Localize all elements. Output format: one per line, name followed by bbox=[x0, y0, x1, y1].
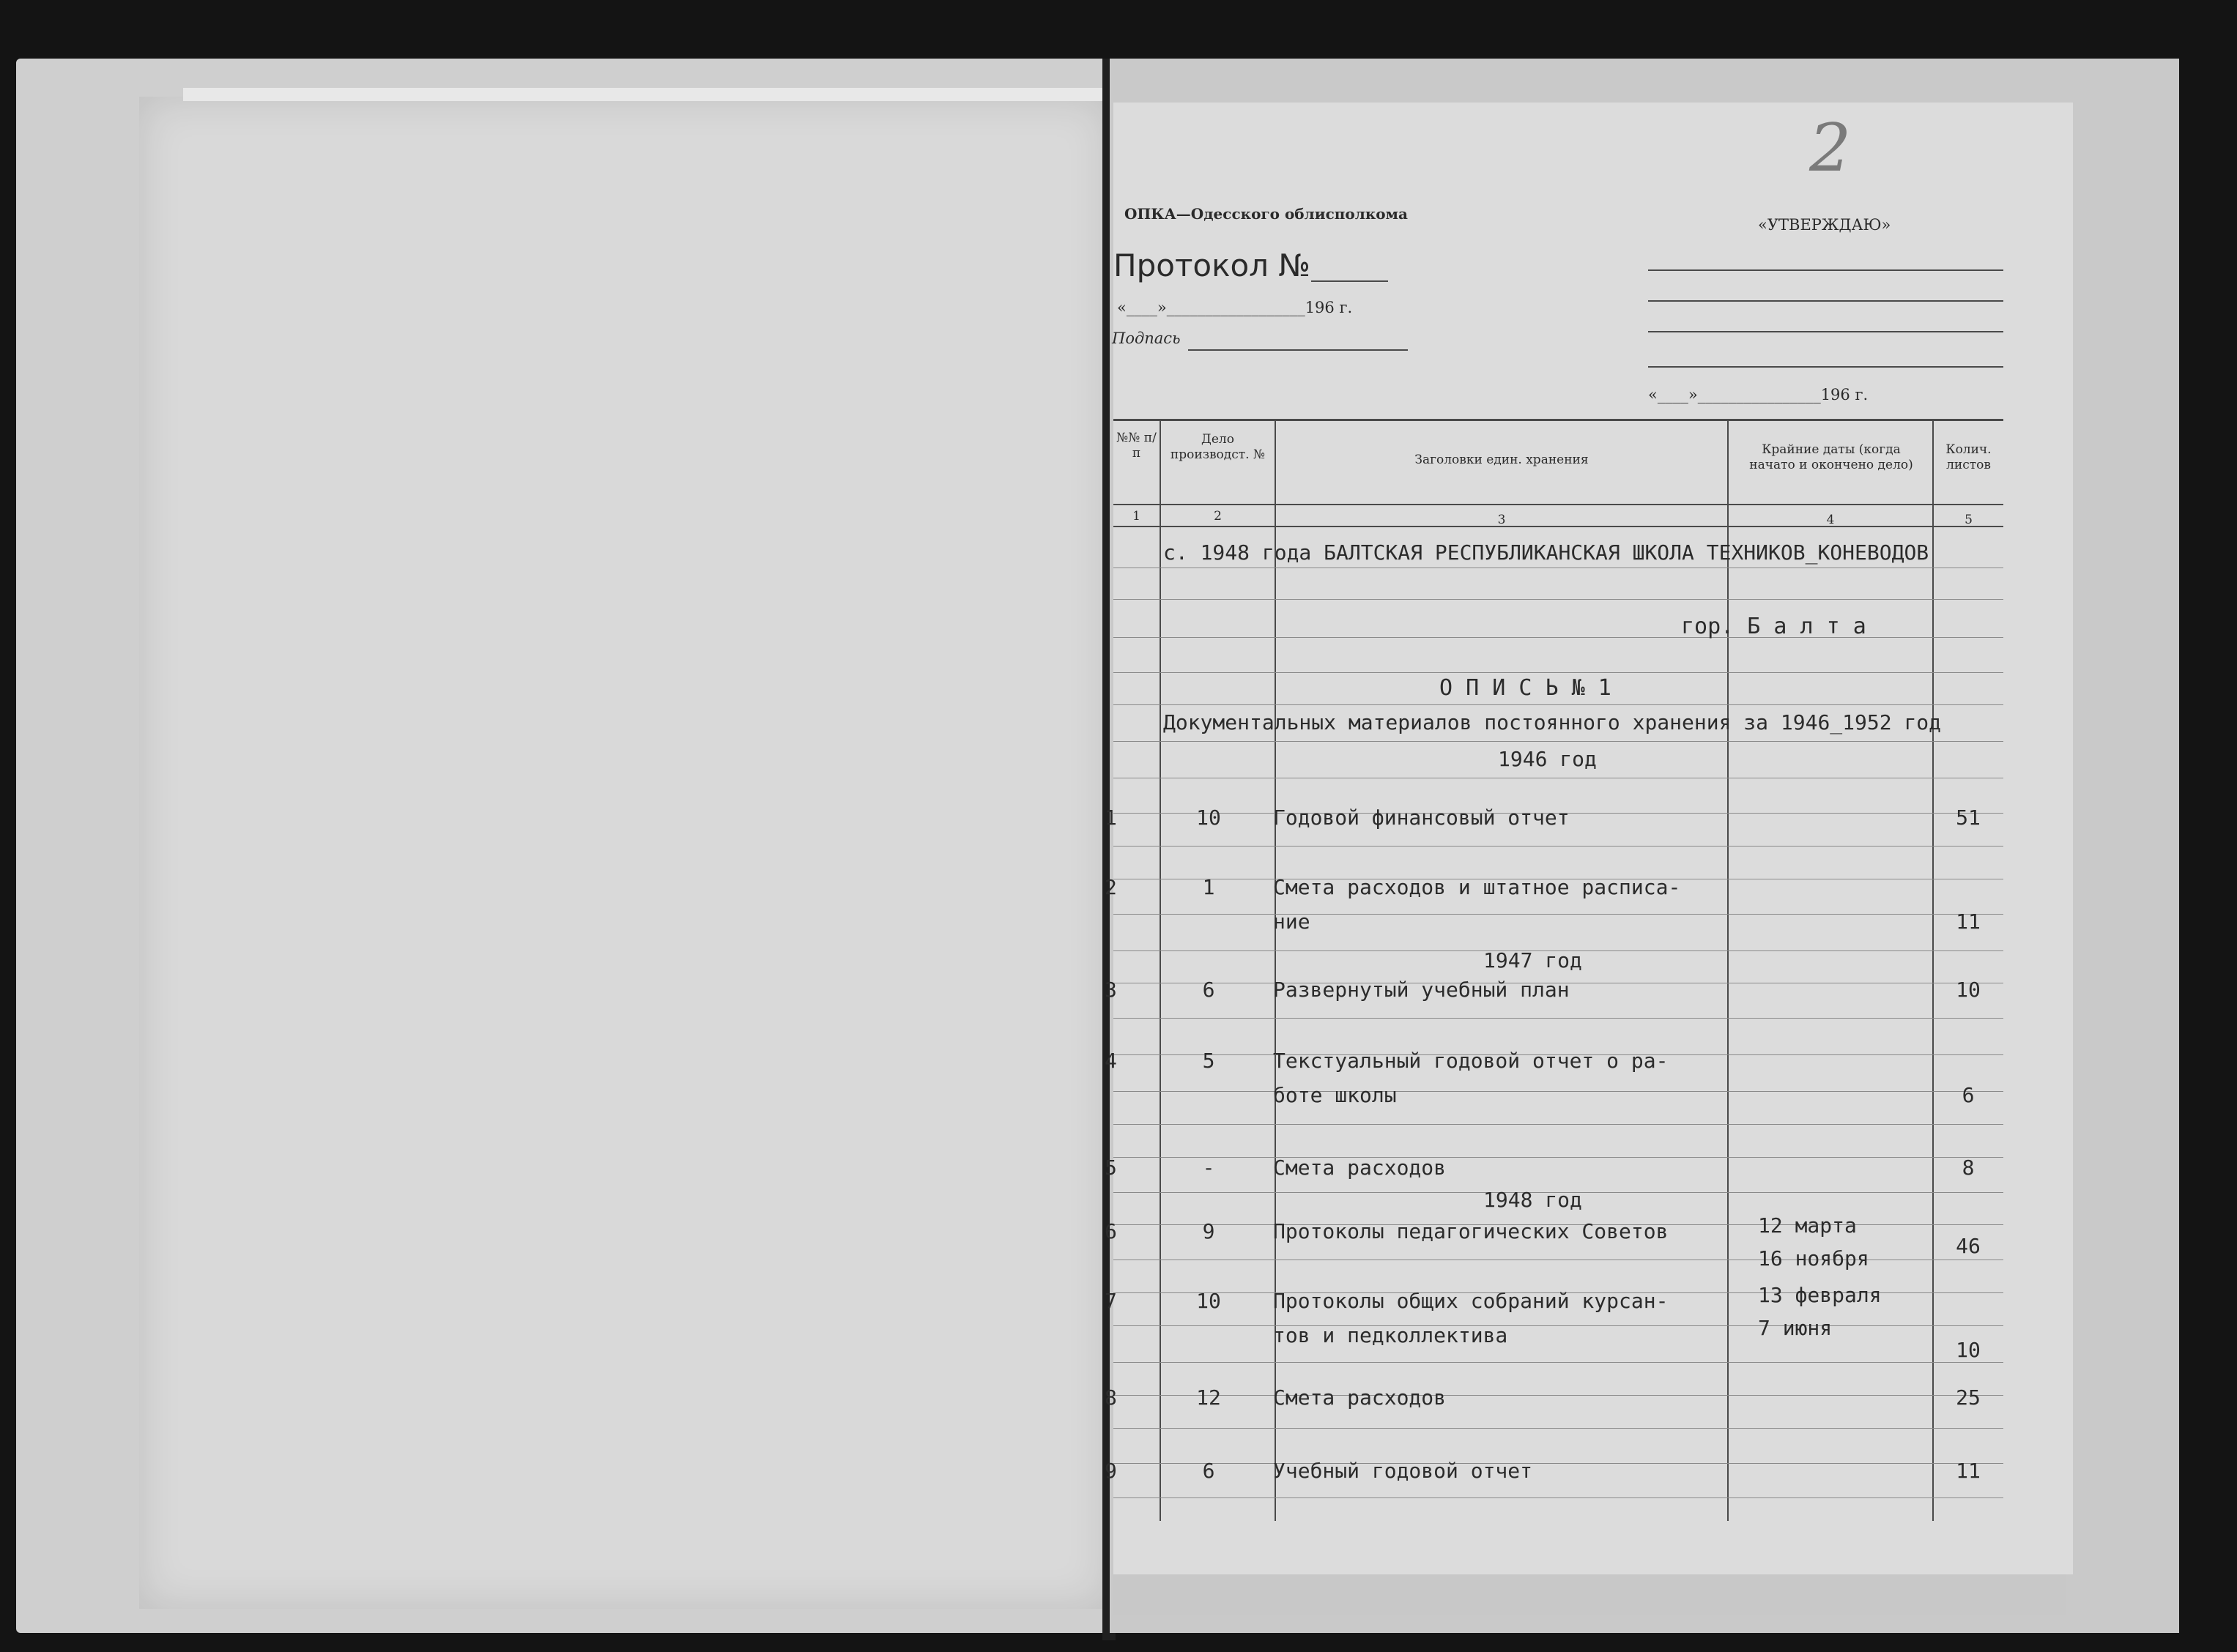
approve-line-4 bbox=[1648, 366, 2003, 368]
row-title: Смета расходов bbox=[1273, 1385, 1447, 1410]
row-title: Годовой финансовый отчет bbox=[1273, 805, 1570, 830]
col-divider-2 bbox=[1275, 419, 1276, 1521]
row-sheet-count: 6 bbox=[1962, 1083, 1975, 1107]
signature-label: Подпась bbox=[1112, 330, 1181, 347]
ruled-line bbox=[1113, 741, 2003, 742]
row-sheet-count: 8 bbox=[1962, 1156, 1975, 1180]
row-sheet-count: 10 bbox=[1956, 1338, 1981, 1362]
approve-date: «____»________________196 г. bbox=[1648, 386, 1869, 403]
col-header-delo: Дело производст. № bbox=[1170, 432, 1266, 462]
approve-line-3 bbox=[1648, 331, 2003, 332]
row-title: Смета расходов bbox=[1273, 1156, 1447, 1180]
row-number: 6 bbox=[1105, 1219, 1117, 1243]
col-number-5: 5 bbox=[1965, 513, 1973, 527]
col-divider-3 bbox=[1727, 419, 1729, 1521]
ruled-line bbox=[1113, 1091, 2003, 1092]
row-title: Протоколы педагогических Советов bbox=[1273, 1219, 1669, 1243]
col-number-2: 2 bbox=[1214, 509, 1222, 524]
protocol-label: Протокол № bbox=[1113, 248, 1311, 283]
ruled-line bbox=[1113, 1362, 2003, 1363]
year-heading-1947: 1947 год bbox=[1483, 948, 1582, 972]
row-delo-number: 9 bbox=[1202, 1219, 1215, 1243]
ruled-line bbox=[1113, 672, 2003, 673]
row-number: 2 bbox=[1105, 875, 1117, 899]
col-divider-1 bbox=[1160, 419, 1161, 1521]
col-header-title: Заголовки един. хранения bbox=[1414, 453, 1589, 467]
ruled-line bbox=[1113, 704, 2003, 705]
org-name: ОПКА—Одесского облисполкома bbox=[1124, 205, 1408, 223]
left-page-blank bbox=[139, 97, 1110, 1609]
col-divider-4 bbox=[1932, 419, 1934, 1521]
row-title: Смета расходов и штатное расписа- bbox=[1273, 875, 1681, 899]
table-top-border bbox=[1113, 419, 2003, 421]
city-line: гор. Б а л т а bbox=[1681, 614, 1866, 639]
bleed-through-text bbox=[220, 176, 233, 201]
ruled-line bbox=[1113, 1497, 2003, 1498]
row-sheet-count: 51 bbox=[1956, 805, 1981, 830]
row-delo-number: 5 bbox=[1202, 1049, 1215, 1073]
row-sheet-count: 11 bbox=[1956, 1459, 1981, 1483]
ruled-line bbox=[1113, 1325, 2003, 1326]
row-number: 8 bbox=[1105, 1385, 1117, 1410]
row-sheet-count: 25 bbox=[1956, 1385, 1981, 1410]
row-sheet-count: 10 bbox=[1956, 978, 1981, 1002]
row-number: 3 bbox=[1105, 978, 1117, 1002]
row-delo-number: 12 bbox=[1196, 1385, 1221, 1410]
row-number: 1 bbox=[1105, 805, 1117, 830]
row-date: 16 ноября bbox=[1758, 1246, 1869, 1270]
ruled-line bbox=[1113, 1018, 2003, 1019]
row-number: 9 bbox=[1105, 1459, 1117, 1483]
approve-stamp-text: «УТВЕРЖДАЮ» bbox=[1758, 216, 1891, 234]
row-number: 4 bbox=[1105, 1049, 1117, 1073]
row-delo-number: 10 bbox=[1196, 805, 1221, 830]
opis-description: Документальных материалов постоянного хранения за 1946_1952 год bbox=[1163, 710, 1942, 734]
row-date: 13 февраля bbox=[1758, 1283, 1882, 1307]
year-heading-1946: 1946 год bbox=[1498, 747, 1597, 771]
header-divider bbox=[1113, 504, 2003, 505]
row-delo-number: 6 bbox=[1202, 978, 1215, 1002]
ruled-line bbox=[1113, 599, 2003, 600]
row-title: Учебный годовой отчет bbox=[1273, 1459, 1533, 1483]
row-number: 7 bbox=[1105, 1289, 1117, 1313]
row-title: Развернутый учебный план bbox=[1273, 978, 1570, 1002]
year-heading-1948: 1948 год bbox=[1483, 1188, 1582, 1212]
row-number: 5 bbox=[1105, 1156, 1117, 1180]
row-title: боте школы bbox=[1273, 1083, 1397, 1107]
approve-line-2 bbox=[1648, 300, 2003, 302]
ruled-line bbox=[1113, 1428, 2003, 1429]
row-delo-number: 6 bbox=[1202, 1459, 1215, 1483]
col-header-sheets: Колич. листов bbox=[1945, 442, 1992, 472]
protocol-date: «____»__________________196 г. bbox=[1117, 299, 1353, 316]
row-title: Протоколы общих собраний курсан- bbox=[1273, 1289, 1669, 1313]
row-delo-number: 10 bbox=[1196, 1289, 1221, 1313]
col-header-num: №№ п/п bbox=[1116, 431, 1157, 461]
left-page-edge bbox=[183, 88, 1106, 101]
col-number-4: 4 bbox=[1826, 513, 1835, 527]
row-title: тов и педколлектива bbox=[1273, 1323, 1508, 1347]
row-title: Текстуальный годовой отчет о ра- bbox=[1273, 1049, 1669, 1073]
row-date: 7 июня bbox=[1758, 1316, 1833, 1340]
row-title: ние bbox=[1273, 909, 1310, 934]
row-sheet-count: 46 bbox=[1956, 1234, 1981, 1258]
row-delo-number: 1 bbox=[1202, 875, 1215, 899]
ruled-line bbox=[1113, 846, 2003, 847]
col-header-dates: Крайние даты (когда начато и окончено дело) bbox=[1749, 442, 1913, 472]
ruled-line bbox=[1113, 914, 2003, 915]
col-number-3: 3 bbox=[1497, 513, 1506, 527]
approve-line-1 bbox=[1648, 269, 2003, 271]
ruled-line bbox=[1113, 1124, 2003, 1125]
row-delo-number: - bbox=[1202, 1156, 1215, 1180]
ruled-line bbox=[1113, 637, 2003, 638]
page-number: 2 bbox=[1809, 110, 1852, 187]
inventory-page bbox=[1113, 103, 2073, 1574]
col-number-1: 1 bbox=[1132, 509, 1140, 524]
institution-line: с. 1948 года БАЛТСКАЯ РЕСПУБЛИКАНСКАЯ ШКОЛА ТЕХНИКОВ_КОНЕВОДОВ bbox=[1163, 540, 1929, 565]
row-date: 12 марта bbox=[1758, 1213, 1857, 1238]
row-sheet-count: 11 bbox=[1956, 909, 1981, 934]
opis-title: О П И С Ь № 1 bbox=[1439, 675, 1611, 701]
